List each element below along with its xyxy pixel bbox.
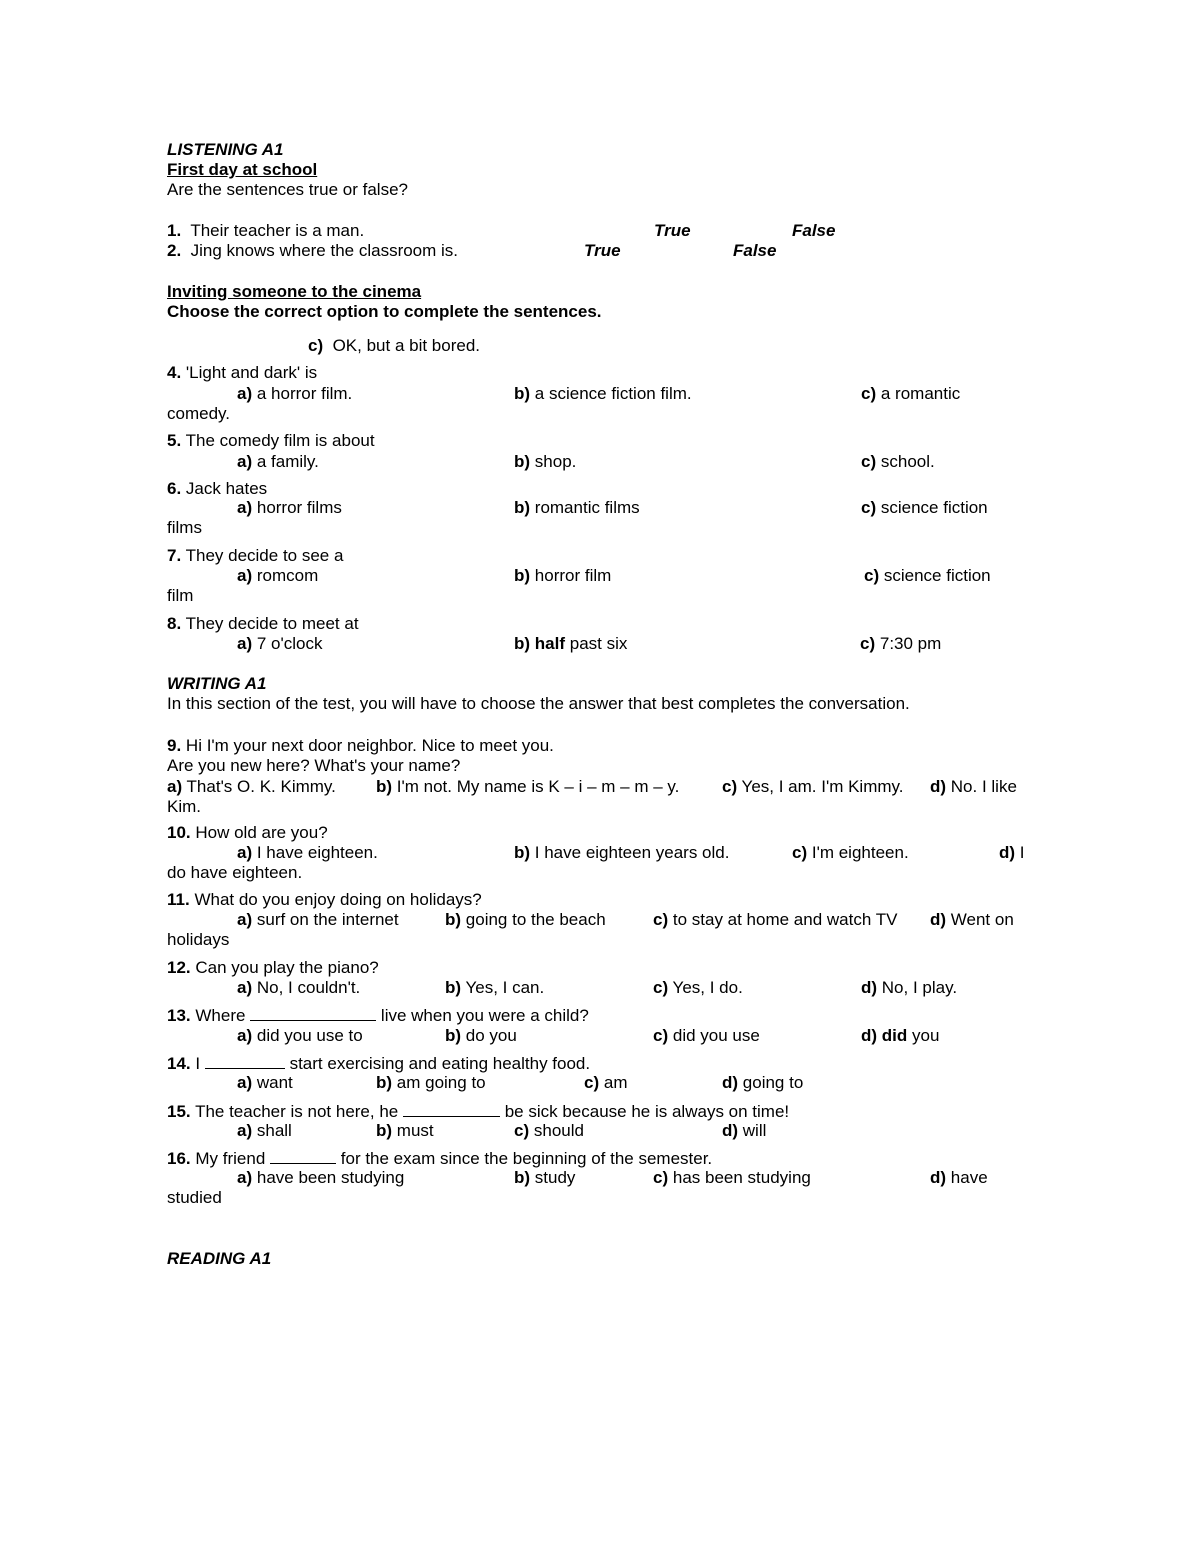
q3-option-c[interactable]: c) OK, but a bit bored.	[308, 336, 480, 355]
question-9-line-2: Are you new here? What's your name?	[167, 756, 461, 775]
q15-option-b[interactable]: b) must	[376, 1121, 434, 1140]
q14-option-d[interactable]: d) going to	[722, 1073, 804, 1092]
section-instruction-cinema: Choose the correct option to complete the sentences.	[167, 302, 602, 321]
q7-option-b[interactable]: b) horror film	[514, 566, 612, 585]
q10-option-c[interactable]: c) I'm eighteen.	[792, 843, 909, 862]
q15-option-a[interactable]: a) shall	[237, 1121, 292, 1140]
q2-true-option[interactable]: True	[584, 241, 621, 260]
q9-option-a[interactable]: a) That's O. K. Kimmy.	[167, 777, 336, 796]
q15-blank[interactable]	[403, 1101, 500, 1117]
q7-option-c[interactable]: c) science fiction	[864, 566, 991, 585]
q16-option-c[interactable]: c) has been studying	[653, 1168, 811, 1187]
question-15: 15. The teacher is not here, he be sick because he is always on time!	[167, 1102, 790, 1121]
q1-false-option[interactable]: False	[792, 221, 836, 240]
q13-option-c[interactable]: c) did you use	[653, 1026, 760, 1045]
q14-option-b[interactable]: b) am going to	[376, 1073, 486, 1092]
q13-option-d[interactable]: d) did you	[861, 1026, 940, 1045]
question-4: 4. 'Light and dark' is	[167, 363, 318, 382]
q12-option-a[interactable]: a) No, I couldn't.	[237, 978, 361, 997]
q11-option-d-continuation: holidays	[167, 930, 230, 949]
question-5: 5. The comedy film is about	[167, 431, 375, 450]
q9-option-d-continuation: Kim.	[167, 797, 201, 816]
question-14: 14. I start exercising and eating healthy food.	[167, 1054, 591, 1073]
writing-instruction: In this section of the test, you will have to choose the answer that best completes the conversation.	[167, 694, 910, 713]
q2-false-option[interactable]: False	[733, 241, 777, 260]
question-16: 16. My friend for the exam since the beginning of the semester.	[167, 1149, 713, 1168]
q14-option-a[interactable]: a) want	[237, 1073, 293, 1092]
q14-option-c[interactable]: c) am	[584, 1073, 628, 1092]
q13-option-a[interactable]: a) did you use to	[237, 1026, 363, 1045]
question-1: 1. Their teacher is a man.	[167, 221, 365, 240]
q4-option-c[interactable]: c) a romantic	[861, 384, 961, 403]
q6-option-a[interactable]: a) horror films	[237, 498, 342, 517]
q8-option-c[interactable]: c) 7:30 pm	[860, 634, 942, 653]
q10-option-d[interactable]: d) I	[999, 843, 1025, 862]
q1-true-option[interactable]: True	[654, 221, 691, 240]
q8-option-b[interactable]: b) half past six	[514, 634, 628, 653]
q13-blank[interactable]	[250, 1005, 376, 1021]
section-title-first-day: First day at school	[167, 160, 318, 179]
q9-option-c[interactable]: c) Yes, I am. I'm Kimmy.	[722, 777, 904, 796]
section-title-cinema: Inviting someone to the cinema	[167, 282, 422, 301]
q5-option-a[interactable]: a) a family.	[237, 452, 319, 471]
q10-option-b[interactable]: b) I have eighteen years old.	[514, 843, 730, 862]
q16-option-b[interactable]: b) study	[514, 1168, 576, 1187]
question-10: 10. How old are you?	[167, 823, 328, 842]
q7-option-c-continuation: film	[167, 586, 194, 605]
q16-option-a[interactable]: a) have been studying	[237, 1168, 405, 1187]
q12-option-d[interactable]: d) No, I play.	[861, 978, 958, 997]
reading-heading: READING A1	[167, 1249, 272, 1268]
q4-option-a[interactable]: a) a horror film.	[237, 384, 353, 403]
q5-option-c[interactable]: c) school.	[861, 452, 935, 471]
q12-option-c[interactable]: c) Yes, I do.	[653, 978, 743, 997]
question-9: 9. Hi I'm your next door neighbor. Nice to meet you.	[167, 736, 554, 755]
q15-option-d[interactable]: d) will	[722, 1121, 767, 1140]
q16-option-d-continuation: studied	[167, 1188, 222, 1207]
q14-blank[interactable]	[205, 1053, 285, 1069]
q16-option-d[interactable]: d) have	[930, 1168, 988, 1187]
q4-option-c-continuation: comedy.	[167, 404, 230, 423]
question-2: 2. Jing knows where the classroom is.	[167, 241, 459, 260]
q11-option-b[interactable]: b) going to the beach	[445, 910, 606, 929]
q10-option-d-continuation: do have eighteen.	[167, 863, 303, 882]
listening-heading: LISTENING A1	[167, 140, 284, 159]
q16-blank[interactable]	[270, 1148, 336, 1164]
q11-option-c[interactable]: c) to stay at home and watch TV	[653, 910, 898, 929]
q7-option-a[interactable]: a) romcom	[237, 566, 319, 585]
q10-option-a[interactable]: a) I have eighteen.	[237, 843, 378, 862]
question-13: 13. Where live when you were a child?	[167, 1006, 589, 1025]
question-6: 6. Jack hates	[167, 479, 268, 498]
q12-option-b[interactable]: b) Yes, I can.	[445, 978, 545, 997]
section-instruction: Are the sentences true or false?	[167, 180, 408, 199]
question-8: 8. They decide to meet at	[167, 614, 359, 633]
writing-heading: WRITING A1	[167, 674, 267, 693]
q6-option-b[interactable]: b) romantic films	[514, 498, 640, 517]
q6-option-c-continuation: films	[167, 518, 202, 537]
q15-option-c[interactable]: c) should	[514, 1121, 584, 1140]
q11-option-a[interactable]: a) surf on the internet	[237, 910, 399, 929]
q4-option-b[interactable]: b) a science fiction film.	[514, 384, 692, 403]
q5-option-b[interactable]: b) shop.	[514, 452, 577, 471]
question-12: 12. Can you play the piano?	[167, 958, 379, 977]
q9-option-b[interactable]: b) I'm not. My name is K – i – m – m – y.	[376, 777, 680, 796]
q8-option-a[interactable]: a) 7 o'clock	[237, 634, 323, 653]
question-11: 11. What do you enjoy doing on holidays?	[167, 890, 482, 909]
question-7: 7. They decide to see a	[167, 546, 344, 565]
q13-option-b[interactable]: b) do you	[445, 1026, 517, 1045]
q6-option-c[interactable]: c) science fiction	[861, 498, 988, 517]
q11-option-d[interactable]: d) Went on	[930, 910, 1014, 929]
q9-option-d[interactable]: d) No. I like	[930, 777, 1017, 796]
